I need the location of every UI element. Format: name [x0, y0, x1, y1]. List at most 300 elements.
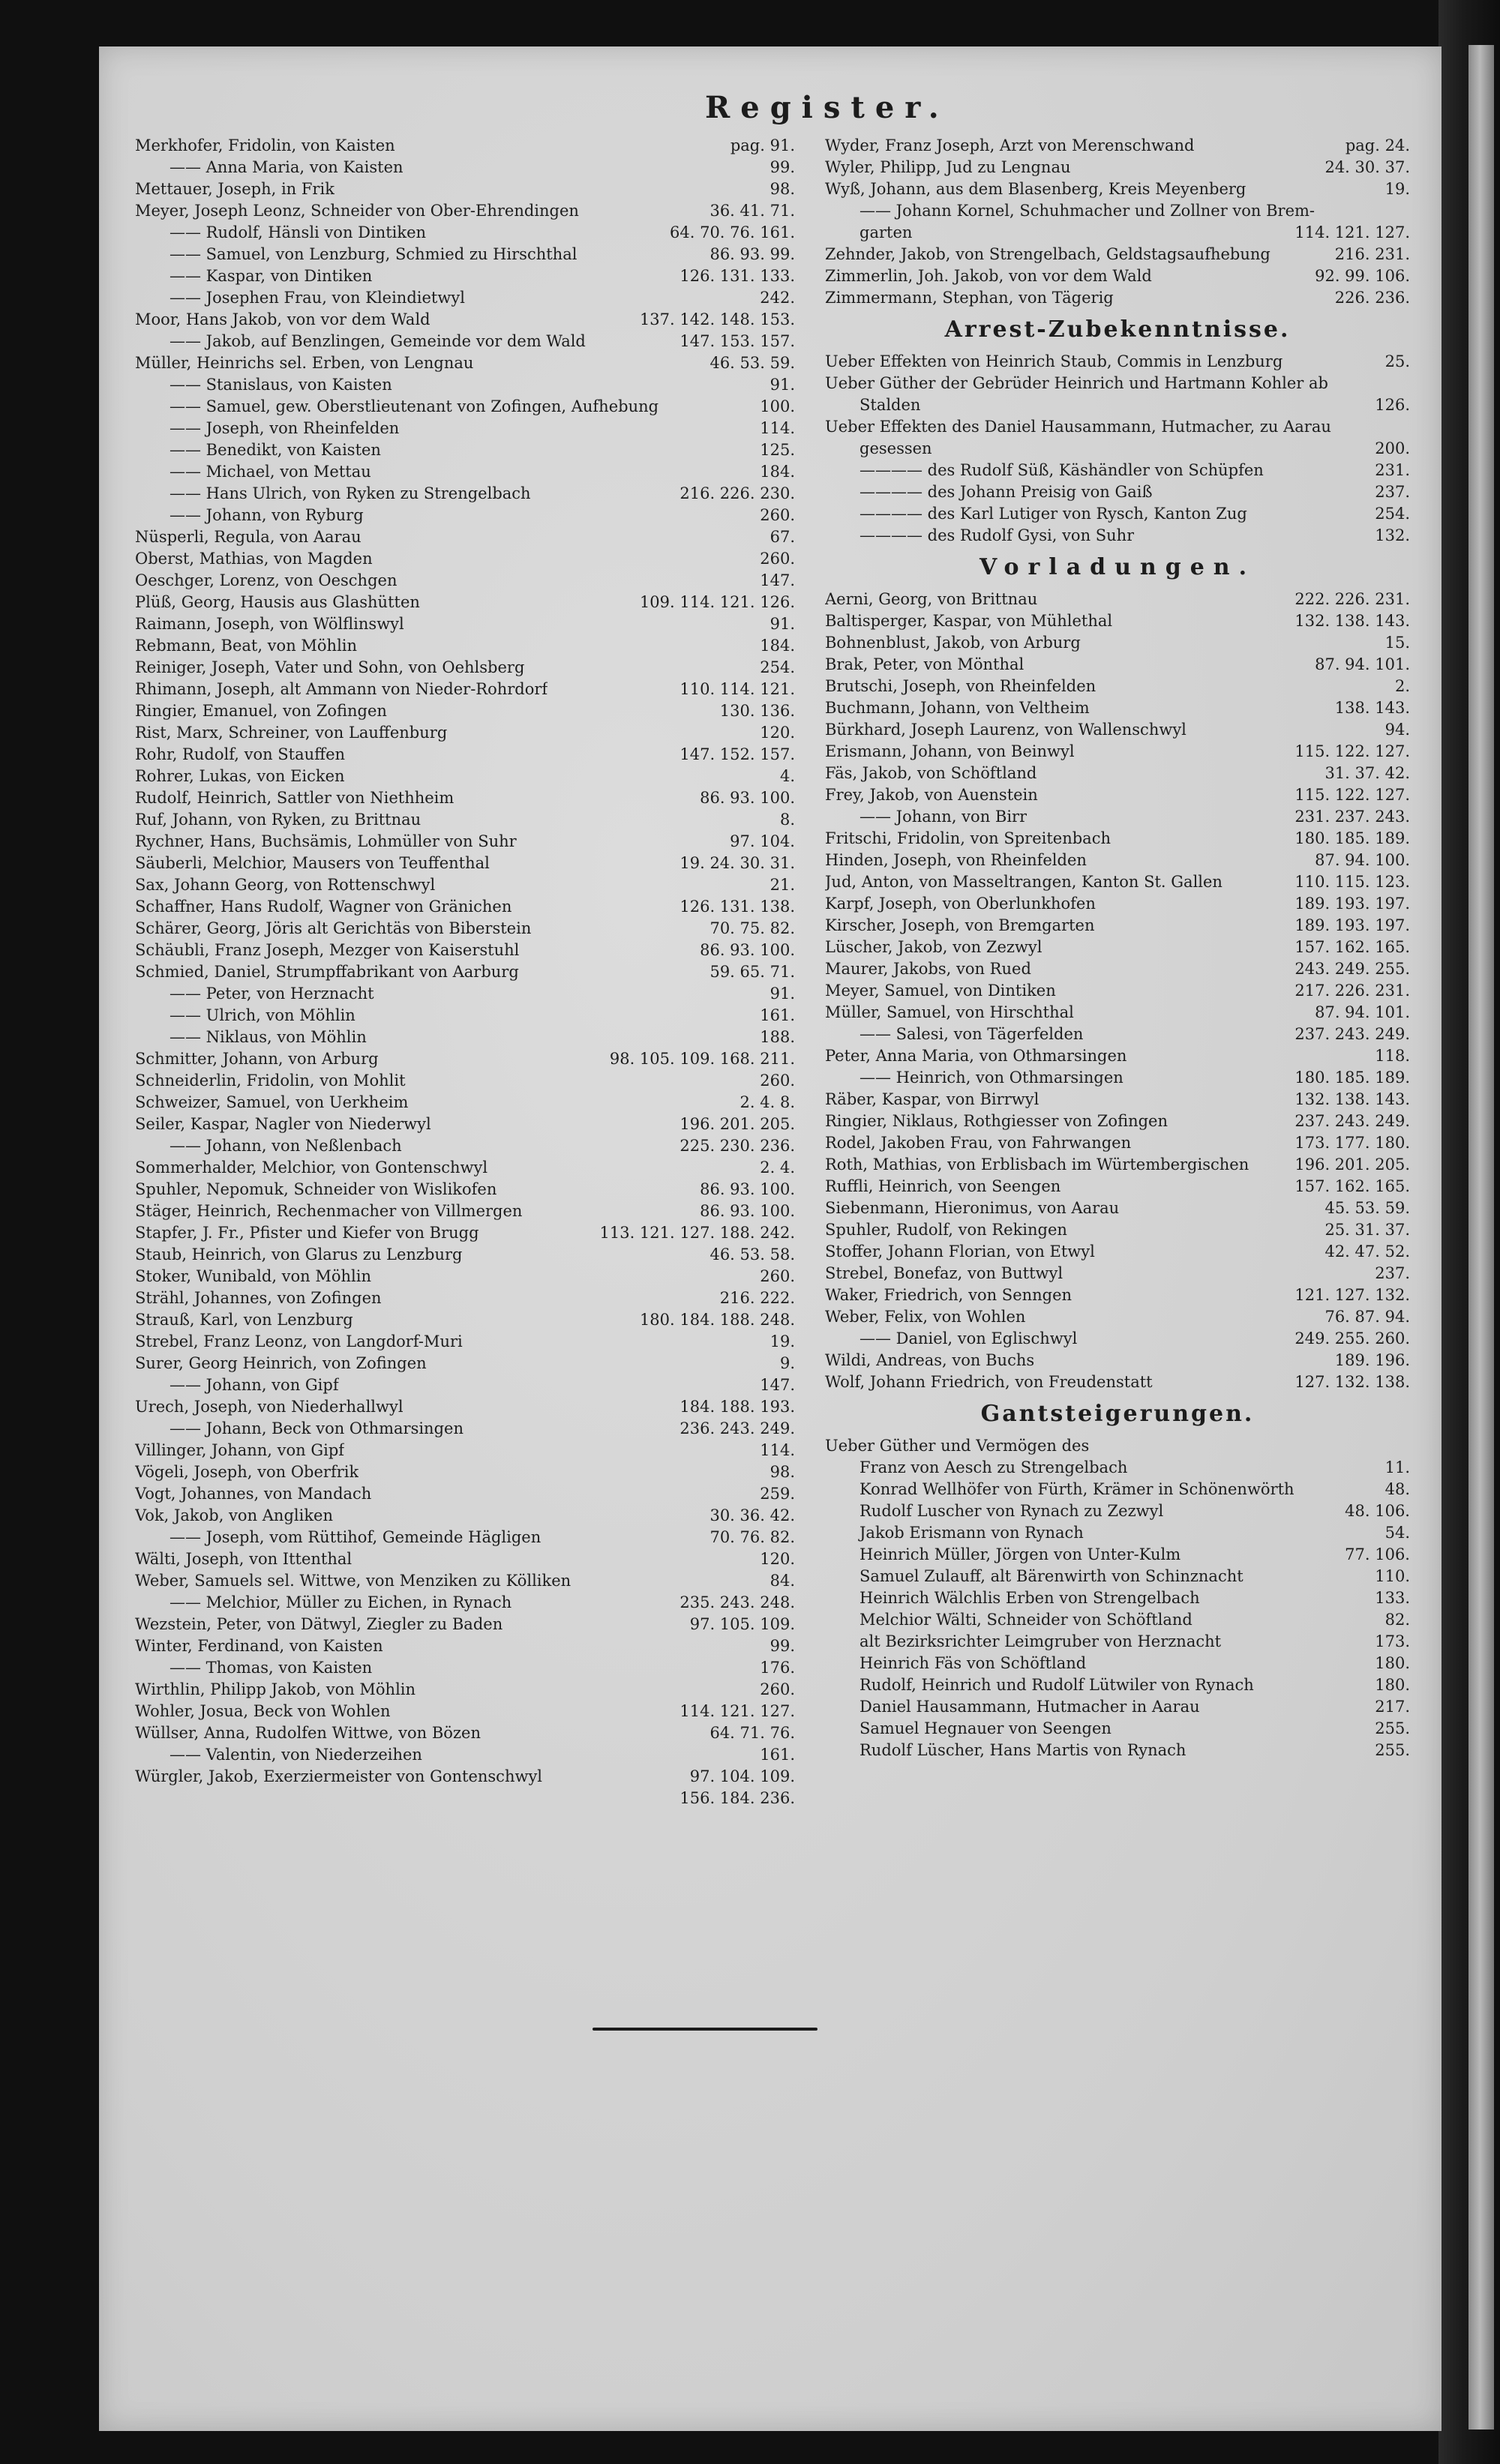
- entry-name: Schmitter, Johann, von Arburg: [135, 1050, 379, 1068]
- entry-name: Daniel Hausammann, Hutmacher in Aarau: [860, 1698, 1200, 1716]
- entry-pages: 173.: [1375, 1632, 1410, 1650]
- entry-pages: 67.: [770, 528, 795, 546]
- entry-name: Sommerhalder, Melchior, von Gontenschwyl: [135, 1159, 488, 1177]
- entry-name: Reiniger, Joseph, Vater und Sohn, von Oehlsberg: [135, 658, 525, 676]
- register-entry: [135, 1744, 795, 1766]
- entry-pages: 147.: [760, 1376, 795, 1394]
- entry-pages: 216. 222.: [719, 1289, 795, 1307]
- entry-pages: 2. 4. 8.: [740, 1093, 795, 1111]
- register-entry: [825, 1350, 1410, 1371]
- entry-pages: 231.: [1375, 461, 1410, 479]
- register-entry: [135, 1070, 795, 1092]
- entry-name: —— Niklaus, von Möhlin: [170, 1028, 367, 1046]
- entry-name: Sax, Johann Georg, von Rottenschwyl: [135, 876, 436, 894]
- entry-name: Karpf, Joseph, von Oberlunkhofen: [825, 895, 1096, 913]
- entry-pages: 225. 230. 236.: [680, 1137, 795, 1155]
- register-entry: [135, 287, 795, 309]
- section-heading: Gantsteigerungen.: [980, 1401, 1255, 1427]
- entry-pages: 180. 185. 189.: [1294, 1069, 1410, 1087]
- entry-name: Merkhofer, Fridolin, von Kaisten: [135, 136, 395, 154]
- entry-pages: 260.: [760, 1680, 795, 1698]
- entry-name: Raimann, Joseph, von Wölflinswyl: [135, 615, 404, 633]
- register-entry: [135, 396, 795, 418]
- register-entry: [825, 1457, 1410, 1479]
- entry-pages: 64. 71. 76.: [710, 1724, 795, 1742]
- entry-pages: 260.: [760, 1267, 795, 1285]
- entry-pages: [1404, 200, 1410, 222]
- entry-pages: 200.: [1375, 439, 1410, 457]
- register-entry: [135, 1701, 795, 1722]
- register-entry: [135, 526, 795, 548]
- register-entry: [135, 766, 795, 787]
- entry-name: Stäger, Heinrich, Rechenmacher von Villmergen: [135, 1202, 523, 1220]
- entry-name: alt Bezirksrichter Leimgruber von Herznacht: [860, 1632, 1222, 1650]
- entry-name: ———— des Rudolf Gysi, von Suhr: [860, 526, 1135, 544]
- register-entry: [135, 1527, 795, 1548]
- register-entry: [135, 483, 795, 505]
- entry-name: Lüscher, Jakob, von Zezwyl: [825, 938, 1042, 956]
- entry-name: Wyß, Johann, aus dem Blasenberg, Kreis Meyenberg: [825, 180, 1246, 198]
- entry-name: Ueber Effekten von Heinrich Staub, Commis in Lenzburg: [825, 352, 1283, 370]
- entry-pages: 31. 37. 42.: [1324, 764, 1410, 782]
- entry-name: Frey, Jakob, von Auenstein: [825, 786, 1038, 804]
- register-entry: [825, 1154, 1410, 1176]
- register-entry: [825, 784, 1410, 806]
- entry-pages: 100.: [760, 397, 795, 415]
- entry-pages: pag. 24.: [1345, 136, 1410, 154]
- entry-pages: 59. 65. 71.: [710, 963, 795, 981]
- register-entry: [135, 1396, 795, 1418]
- entry-pages: 15.: [1384, 634, 1410, 652]
- entry-pages: 196. 201. 205.: [680, 1115, 795, 1133]
- entry-pages: 184.: [760, 637, 795, 655]
- register-entry: [825, 741, 1410, 763]
- entry-name: Oberst, Mathias, von Magden: [135, 550, 373, 568]
- entry-pages: 84.: [770, 1572, 795, 1590]
- entry-name: Plüß, Georg, Hausis aus Glashütten: [135, 593, 420, 611]
- entry-name: Villinger, Johann, von Gipf: [135, 1441, 345, 1459]
- entry-pages: 115. 122. 127.: [1294, 786, 1410, 804]
- entry-pages: 48.: [1384, 1480, 1410, 1498]
- entry-pages: 11.: [1384, 1458, 1410, 1476]
- register-entry: [825, 1435, 1410, 1457]
- register-entry: [825, 1544, 1410, 1566]
- entry-pages: 91.: [770, 376, 795, 394]
- register-entry: [135, 505, 795, 526]
- entry-name: Säuberli, Melchior, Mausers von Teuffenthal: [135, 854, 490, 872]
- entry-pages: 8.: [779, 811, 795, 829]
- entry-name: ———— des Johann Preisig von Gaiß: [860, 483, 1153, 501]
- entry-pages: 157. 162. 165.: [1294, 938, 1410, 956]
- entry-pages: [1404, 1435, 1410, 1457]
- entry-name: Meyer, Joseph Leonz, Schneider von Ober-Ehrendingen: [135, 202, 579, 220]
- entry-pages: 156. 184. 236.: [680, 1789, 795, 1807]
- register-entry: [135, 1440, 795, 1461]
- register-entry: [825, 1111, 1410, 1132]
- entry-pages: 70. 75. 82.: [710, 919, 795, 937]
- entry-name: Mettauer, Joseph, in Frik: [135, 180, 334, 198]
- register-entry: [825, 1176, 1410, 1198]
- entry-name: —— Thomas, von Kaisten: [170, 1659, 373, 1677]
- entry-name: —— Michael, von Mettau: [170, 463, 371, 481]
- entry-name: —— Kaspar, von Dintiken: [170, 267, 373, 285]
- entry-name: Vögeli, Joseph, von Oberfrik: [135, 1463, 359, 1481]
- register-entry: [825, 1479, 1410, 1500]
- register-entry: [825, 1219, 1410, 1241]
- entry-pages: 216. 226. 230.: [680, 484, 795, 502]
- entry-name: Konrad Wellhöfer von Fürth, Krämer in Schönenwörth: [860, 1480, 1294, 1498]
- entry-pages: 36. 41. 71.: [710, 202, 795, 220]
- register-entry: [135, 157, 795, 178]
- register-entry: [825, 1306, 1410, 1328]
- register-entry: [825, 828, 1410, 850]
- entry-name: —— Benedikt, von Kaisten: [170, 441, 381, 459]
- entry-pages: 255.: [1375, 1719, 1410, 1737]
- entry-name: Brak, Peter, von Mönthal: [825, 655, 1024, 673]
- entry-name: Schmied, Daniel, Strumpffabrikant von Aarburg: [135, 963, 519, 981]
- entry-name: Strähl, Johannes, von Zofingen: [135, 1289, 382, 1307]
- entry-name: Ruf, Johann, von Ryken, zu Brittnau: [135, 811, 422, 829]
- register-entry: [825, 200, 1410, 222]
- entry-name: Schäubli, Franz Joseph, Mezger von Kaiserstuhl: [135, 941, 520, 959]
- entry-pages: pag. 91.: [730, 136, 795, 154]
- entry-name: Weber, Samuels sel. Wittwe, von Menziken zu Kölliken: [135, 1572, 572, 1590]
- entry-pages: 189. 196.: [1334, 1351, 1410, 1369]
- entry-pages: 132.: [1375, 526, 1410, 544]
- entry-pages: 254.: [760, 658, 795, 676]
- entry-pages: 110. 115. 123.: [1294, 873, 1410, 891]
- entry-name: Wezstein, Peter, von Dätwyl, Ziegler zu Baden: [135, 1615, 503, 1633]
- register-entry: [135, 635, 795, 657]
- entry-name: —— Hans Ulrich, von Ryken zu Strengelbach: [170, 484, 531, 502]
- entry-name: Melchior Wälti, Schneider von Schöftland: [860, 1611, 1192, 1629]
- entry-name: Bürkhard, Joseph Laurenz, von Wallenschwyl: [825, 721, 1186, 739]
- entry-name: Wirthlin, Philipp Jakob, von Möhlin: [135, 1680, 416, 1698]
- entry-pages: [1404, 416, 1410, 438]
- entry-name: —— Johann, von Neßlenbach: [170, 1137, 402, 1155]
- entry-name: Zimmerlin, Joh. Jakob, von vor dem Wald: [825, 267, 1152, 285]
- entry-name: Strebel, Franz Leonz, von Langdorf-Muri: [135, 1332, 463, 1350]
- register-entry: [825, 1500, 1410, 1522]
- register-entry: [825, 806, 1410, 828]
- register-entry: [135, 309, 795, 331]
- entry-name: gesessen: [860, 439, 932, 457]
- entry-pages: 180. 184. 188. 248.: [639, 1311, 795, 1329]
- register-entry: [825, 1002, 1410, 1024]
- register-entry: [825, 850, 1410, 871]
- entry-pages: 113. 121. 127. 188. 242.: [599, 1224, 795, 1242]
- section-heading: Vorladungen.: [979, 554, 1256, 580]
- entry-pages: 226. 236.: [1334, 289, 1410, 307]
- register-entry: [825, 1718, 1410, 1740]
- entry-name: Staub, Heinrich, von Glarus zu Lenzburg: [135, 1245, 463, 1263]
- entry-pages: 236. 243. 249.: [680, 1419, 795, 1437]
- entry-pages: 24. 30. 37.: [1324, 158, 1410, 176]
- entry-name: —— Stanislaus, von Kaisten: [170, 376, 392, 394]
- entry-name: Hinden, Joseph, von Rheinfelden: [825, 851, 1087, 869]
- entry-pages: 54.: [1384, 1524, 1410, 1542]
- entry-pages: 126.: [1375, 396, 1410, 414]
- end-rule: [592, 2028, 818, 2031]
- entry-pages: 109. 114. 121. 126.: [639, 593, 795, 611]
- entry-name: Wälti, Joseph, von Ittenthal: [135, 1550, 352, 1568]
- register-entry: [825, 1587, 1410, 1609]
- entry-pages: 4.: [779, 767, 795, 785]
- entry-name: Stalden: [860, 396, 921, 414]
- entry-pages: 114. 121. 127.: [1294, 223, 1410, 241]
- register-entry: [825, 1089, 1410, 1111]
- entry-pages: 98. 105. 109. 168. 211.: [609, 1050, 795, 1068]
- entry-name: Wohler, Josua, Beck von Wohlen: [135, 1702, 391, 1720]
- entry-name: Bohnenblust, Jakob, von Arburg: [825, 634, 1081, 652]
- register-entry: [825, 481, 1410, 503]
- entry-name: Franz von Aesch zu Strengelbach: [860, 1458, 1128, 1476]
- entry-pages: 147.: [760, 571, 795, 589]
- register-entry: [825, 503, 1410, 525]
- entry-name: Wyder, Franz Joseph, Arzt von Merenschwand: [825, 136, 1195, 154]
- entry-name: —— Anna Maria, von Kaisten: [170, 158, 404, 176]
- entry-name: Müller, Heinrichs sel. Erben, von Lengnau: [135, 354, 474, 372]
- register-entry: [135, 1548, 795, 1570]
- entry-pages: 97. 104.: [730, 832, 795, 850]
- entry-name: Brutschi, Joseph, von Rheinfelden: [825, 677, 1096, 695]
- register-entry: [825, 1566, 1410, 1587]
- entry-name: garten: [860, 223, 913, 241]
- register-entry: [135, 331, 795, 352]
- entry-name: Strebel, Bonefaz, von Buttwyl: [825, 1264, 1064, 1282]
- entry-pages: 91.: [770, 985, 795, 1003]
- entry-name: Samuel Zulauff, alt Bärenwirth von Schinznacht: [860, 1567, 1244, 1585]
- entry-name: Schweizer, Samuel, von Uerkheim: [135, 1093, 409, 1111]
- entry-pages: 231. 237. 243.: [1294, 808, 1410, 826]
- register-entry: [135, 1353, 795, 1374]
- entry-pages: 180.: [1375, 1654, 1410, 1672]
- entry-name: Müller, Samuel, von Hirschthal: [825, 1003, 1074, 1021]
- entry-pages: 92. 99. 106.: [1315, 267, 1410, 285]
- entry-name: Winter, Ferdinand, von Kaisten: [135, 1637, 383, 1655]
- entry-name: Zehnder, Jakob, von Strengelbach, Geldstagsaufhebung: [825, 245, 1270, 263]
- entry-pages: 157. 162. 165.: [1294, 1177, 1410, 1195]
- entry-name: Ueber Güther und Vermögen des: [825, 1437, 1090, 1455]
- entry-pages: 138. 143.: [1334, 699, 1410, 717]
- adjacent-page-edge: [1438, 0, 1500, 2464]
- entry-name: —— Ulrich, von Möhlin: [170, 1006, 356, 1024]
- entry-pages: 216. 231.: [1334, 245, 1410, 263]
- entry-name: Peter, Anna Maria, von Othmarsingen: [825, 1047, 1127, 1065]
- entry-name: Heinrich Müller, Jörgen von Unter-Kulm: [860, 1545, 1181, 1563]
- entry-pages: 99.: [770, 158, 795, 176]
- entry-pages: 46. 53. 58.: [710, 1245, 795, 1263]
- entry-pages: 237.: [1375, 483, 1410, 501]
- entry-name: Samuel Hegnauer von Seengen: [860, 1719, 1112, 1737]
- register-entry: [135, 548, 795, 570]
- register-entry: [135, 1570, 795, 1592]
- section-heading: Arrest-Zubekenntnisse.: [944, 316, 1291, 343]
- entry-name: Nüsperli, Regula, von Aarau: [135, 528, 362, 546]
- entry-pages: 97. 104. 109.: [689, 1767, 795, 1785]
- entry-name: Rudolf Lüscher, Hans Martis von Rynach: [860, 1741, 1186, 1759]
- register-entry: [135, 1635, 795, 1657]
- entry-pages: 196. 201. 205.: [1294, 1156, 1410, 1174]
- register-entry: [825, 1284, 1410, 1306]
- entry-name: Moor, Hans Jakob, von vor dem Wald: [135, 310, 430, 328]
- entry-pages: 176.: [760, 1659, 795, 1677]
- register-entry: [135, 1027, 795, 1048]
- register-entry: [825, 1609, 1410, 1631]
- entry-name: Rhimann, Joseph, alt Ammann von Nieder-Rohrdorf: [135, 680, 548, 698]
- entry-pages: 125.: [760, 441, 795, 459]
- entry-pages: 114.: [760, 419, 795, 437]
- register-entry: [825, 1132, 1410, 1154]
- register-entry: [825, 1522, 1410, 1544]
- entry-pages: 64. 70. 76. 161.: [670, 223, 795, 241]
- register-entry: [135, 244, 795, 265]
- entry-pages: 147. 152. 157.: [680, 745, 795, 763]
- register-entry: [135, 744, 795, 766]
- register-entry: [825, 157, 1410, 178]
- entry-pages: 161.: [760, 1006, 795, 1024]
- register-entry: [135, 831, 795, 853]
- entry-pages: 25.: [1384, 352, 1410, 370]
- register-entry: [825, 958, 1410, 980]
- register-entry: [135, 178, 795, 200]
- entry-name: Heinrich Fäs von Schöftland: [860, 1654, 1087, 1672]
- entry-pages: 115. 122. 127.: [1294, 742, 1410, 760]
- register-entry: [825, 763, 1410, 784]
- register-entry: [135, 1005, 795, 1027]
- entry-pages: 132. 138. 143.: [1294, 612, 1410, 630]
- entry-pages: 180.: [1375, 1676, 1410, 1694]
- register-entry: [135, 1114, 795, 1135]
- register-entry: [135, 1418, 795, 1440]
- register-entry: [135, 1309, 795, 1331]
- register-entry: [135, 570, 795, 592]
- entry-pages: 260.: [760, 506, 795, 524]
- register-entry: [135, 1048, 795, 1070]
- register-entry: [825, 525, 1410, 547]
- entry-name: Zimmermann, Stephan, von Tägerig: [825, 289, 1114, 307]
- register-entry: [135, 222, 795, 244]
- entry-pages: 2.: [1394, 677, 1410, 695]
- entry-pages: 184.: [760, 463, 795, 481]
- entry-name: —— Joseph, von Rheinfelden: [170, 419, 400, 437]
- entry-name: Rudolf, Heinrich und Rudolf Lütwiler von Rynach: [860, 1676, 1254, 1694]
- entry-name: Fritschi, Fridolin, von Spreitenbach: [825, 829, 1111, 847]
- register-entry: [825, 460, 1410, 481]
- entry-pages: 243. 249. 255.: [1294, 960, 1410, 978]
- register-entry: [825, 719, 1410, 741]
- entry-name: Schaffner, Hans Rudolf, Wagner von Gränichen: [135, 898, 512, 916]
- entry-name: Fäs, Jakob, von Schöftland: [825, 764, 1037, 782]
- entry-pages: 120.: [760, 1550, 795, 1568]
- register-entry: [135, 352, 795, 374]
- entry-pages: 86. 93. 100.: [700, 941, 795, 959]
- entry-pages: 130. 136.: [719, 702, 795, 720]
- register-entry: [135, 1179, 795, 1201]
- register-entry: [135, 1657, 795, 1679]
- register-entry: [135, 853, 795, 874]
- register-entry: [135, 1222, 795, 1244]
- entry-pages: 260.: [760, 550, 795, 568]
- register-entry: [825, 1696, 1410, 1718]
- entry-name: Seiler, Kaspar, Nagler von Niederwyl: [135, 1115, 431, 1133]
- register-entry: [135, 700, 795, 722]
- register-entry: [825, 135, 1410, 157]
- entry-name: Strauß, Karl, von Lenzburg: [135, 1311, 353, 1329]
- register-entry: [135, 1244, 795, 1266]
- entry-name: Stoker, Wunibald, von Möhlin: [135, 1267, 372, 1285]
- entry-pages: 126. 131. 138.: [680, 898, 795, 916]
- register-entry: [135, 1157, 795, 1179]
- register-entry: [135, 1201, 795, 1222]
- register-entry: [135, 1287, 795, 1309]
- register-entry: [825, 265, 1410, 287]
- register-entry: [825, 373, 1410, 394]
- entry-name: —— Daniel, von Eglischwyl: [860, 1329, 1078, 1347]
- entry-pages: 127. 132. 138.: [1294, 1373, 1410, 1391]
- register-entry: [135, 896, 795, 918]
- entry-pages: 189. 193. 197.: [1294, 916, 1410, 934]
- entry-name: —— Salesi, von Tägerfelden: [860, 1025, 1084, 1043]
- register-entry: [135, 1722, 795, 1744]
- entry-name: Jud, Anton, von Masseltrangen, Kanton St. Gallen: [825, 873, 1222, 891]
- entry-name: —— Samuel, von Lenzburg, Schmied zu Hirschthal: [170, 245, 578, 263]
- register-entry: [135, 983, 795, 1005]
- entry-name: —— Peter, von Herznacht: [170, 985, 374, 1003]
- entry-name: Vok, Jakob, von Angliken: [135, 1506, 334, 1524]
- entry-pages: 98.: [770, 180, 795, 198]
- register-entry: [825, 697, 1410, 719]
- entry-pages: 260.: [760, 1072, 795, 1090]
- register-entry: [135, 461, 795, 483]
- entry-name: Rudolf Luscher von Rynach zu Zezwyl: [860, 1502, 1164, 1520]
- register-entry: [135, 439, 795, 461]
- register-left-column: [135, 135, 795, 1809]
- entry-name: Meyer, Samuel, von Dintiken: [825, 982, 1056, 1000]
- entry-pages: 110.: [1375, 1567, 1410, 1585]
- entry-pages: 9.: [779, 1354, 795, 1372]
- entry-pages: 254.: [1375, 505, 1410, 523]
- entry-pages: 86. 93. 100.: [700, 1202, 795, 1220]
- entry-name: Jakob Erismann von Rynach: [860, 1524, 1084, 1542]
- entry-name: Ringier, Niklaus, Rothgiesser von Zofingen: [825, 1112, 1168, 1130]
- entry-pages: 120.: [760, 724, 795, 742]
- entry-name: Ueber Effekten des Daniel Hausammann, Hutmacher, zu Aarau: [825, 418, 1331, 436]
- entry-pages: 42. 47. 52.: [1324, 1242, 1410, 1260]
- register-entry: [135, 1331, 795, 1353]
- entry-name: Aerni, Georg, von Brittnau: [825, 590, 1038, 608]
- entry-name: Waker, Friedrich, von Senngen: [825, 1286, 1072, 1304]
- entry-pages: 76. 87. 94.: [1324, 1308, 1410, 1326]
- entry-name: —— Johann, von Ryburg: [170, 506, 364, 524]
- entry-pages: 249. 255. 260.: [1294, 1329, 1410, 1347]
- entry-pages: 114. 121. 127.: [680, 1702, 795, 1720]
- entry-name: Wüllser, Anna, Rudolfen Wittwe, von Bözen: [135, 1724, 481, 1742]
- entry-name: Maurer, Jakobs, von Rued: [825, 960, 1031, 978]
- entry-name: Schärer, Georg, Jöris alt Gerichtäs von Biberstein: [135, 919, 532, 937]
- register-entry: [135, 657, 795, 679]
- entry-name: Rudolf, Heinrich, Sattler von Niethheim: [135, 789, 454, 807]
- entry-pages: 222. 226. 231.: [1294, 590, 1410, 608]
- entry-pages: 86. 93. 100.: [700, 789, 795, 807]
- register-entry: [135, 1679, 795, 1701]
- register-entry: [825, 438, 1410, 460]
- register-entry: [825, 915, 1410, 937]
- register-entry: [135, 809, 795, 831]
- entry-name: —— Jakob, auf Benzlingen, Gemeinde vor dem Wald: [170, 332, 586, 350]
- entry-pages: 19. 24. 30. 31.: [680, 854, 795, 872]
- entry-name: —— Heinrich, von Othmarsingen: [860, 1069, 1124, 1087]
